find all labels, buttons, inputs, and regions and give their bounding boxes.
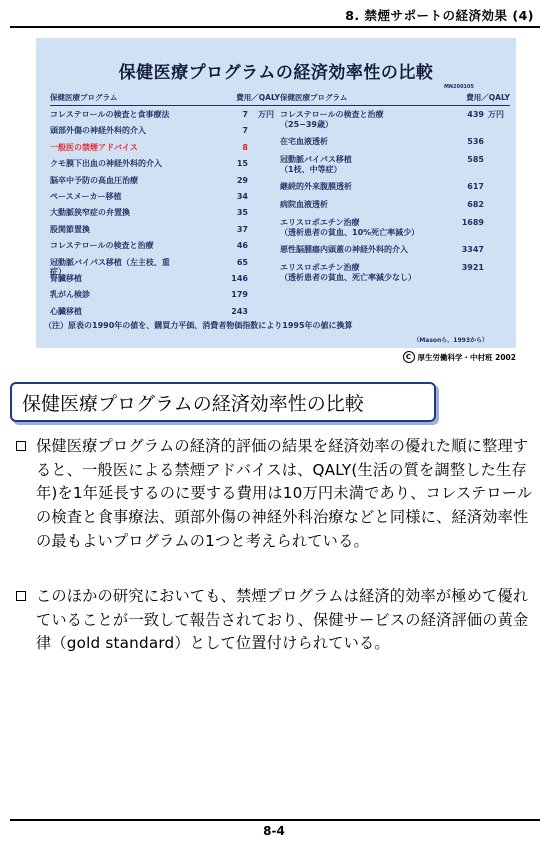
cost-value: 15 xyxy=(236,159,248,169)
cost-unit xyxy=(258,274,280,290)
slide-source: （Masonら、1993から） xyxy=(413,337,488,344)
program-name: 病院血液透析 xyxy=(280,200,328,209)
cost-value: 179 xyxy=(231,290,248,300)
cost-value: 536 xyxy=(467,137,484,146)
table-row xyxy=(50,257,280,277)
cost-value: 3347 xyxy=(461,245,484,254)
cost-value: 585 xyxy=(467,155,484,164)
cost-unit xyxy=(488,263,510,290)
cost-value: 682 xyxy=(467,200,484,209)
program-name: コレステロールの検査と食事療法 xyxy=(50,110,170,119)
copyright-icon: C xyxy=(403,351,415,363)
table-row xyxy=(50,274,280,290)
program-name: 継続的外来腹膜透析 xyxy=(280,182,352,191)
cost-unit xyxy=(258,176,280,192)
page-number: 8-4 xyxy=(263,824,285,838)
cost-value: 46 xyxy=(236,241,248,251)
table-row xyxy=(50,159,280,175)
program-name: ペースメーカー移植 xyxy=(50,191,122,201)
table-row xyxy=(50,241,280,257)
table-row xyxy=(280,263,510,290)
table-row xyxy=(50,110,280,126)
cost-value: 7 xyxy=(242,110,248,119)
cost-value: 8 xyxy=(242,142,248,152)
program-name: クモ膜下出血の神経外科的介入 xyxy=(50,159,162,169)
program-name: 在宅血液透析 xyxy=(280,137,328,146)
program-name: 冠動脈バイパス移植 （1枝、中等症） xyxy=(280,155,352,174)
right-table-header xyxy=(280,92,510,106)
cost-unit xyxy=(488,218,510,245)
table-row xyxy=(50,143,280,159)
cost-unit xyxy=(258,208,280,224)
cost-unit xyxy=(258,143,280,159)
cost-value: 146 xyxy=(231,273,248,283)
program-name: 冠動脈バイパス移植（左主枝、重症） xyxy=(50,257,170,277)
table-row xyxy=(280,182,510,200)
program-name: 心臓移植 xyxy=(50,306,82,316)
square-bullet-icon xyxy=(16,441,26,451)
right-table xyxy=(280,92,510,290)
cost-unit xyxy=(258,290,280,306)
table-row xyxy=(50,208,280,224)
cost-unit xyxy=(258,192,280,208)
cost-value: 34 xyxy=(236,191,248,201)
program-name: 悪性脳腫瘍内頭蓋の神経外科的介入 xyxy=(280,245,408,254)
cost-unit xyxy=(258,159,280,175)
program-name: 大動脈狭窄症の弁置換 xyxy=(50,208,130,218)
slide-figure xyxy=(36,38,516,348)
table-row xyxy=(50,192,280,208)
cost-unit xyxy=(258,258,280,274)
table-row xyxy=(50,225,280,241)
cost-value: 617 xyxy=(467,182,484,191)
cost-unit xyxy=(258,241,280,257)
table-row xyxy=(50,290,280,306)
table-row xyxy=(50,176,280,192)
cost-unit xyxy=(488,182,510,200)
footer-rule xyxy=(10,819,540,821)
cost-unit xyxy=(258,126,280,142)
cost-unit xyxy=(488,155,510,182)
table-row xyxy=(280,110,510,137)
right-header-program: 保健医療プログラム xyxy=(280,93,348,102)
left-header-cost: 費用／QALY xyxy=(236,93,280,102)
program-name: コレステロールの検査と治療 （25−39歳） xyxy=(280,110,384,129)
cost-value: 29 xyxy=(236,175,248,185)
slide-note: （注）原表の1990年の値を、購買力平価、消費者物価指数により1995年の値に換算 xyxy=(44,321,353,330)
cost-unit: 万円 xyxy=(258,110,274,119)
program-name: エリスロポエチン治療 （透析患者の貧血、10%死亡率減少） xyxy=(280,218,420,237)
program-name: コレステロールの検査と治療 xyxy=(50,241,154,251)
copyright-text: 厚生労働科学・中村班 2002 xyxy=(417,352,516,362)
cost-value: 7 xyxy=(242,126,248,136)
table-row xyxy=(280,218,510,245)
cost-value: 1689 xyxy=(461,218,484,227)
left-table-header xyxy=(50,92,280,106)
table-row xyxy=(280,155,510,182)
section-heading: 保健医療プログラムの経済効率性の比較 xyxy=(10,382,436,422)
program-name: エリスロポエチン治療 （透析患者の貧血、死亡率減少なし） xyxy=(280,263,416,282)
header-rule xyxy=(10,26,540,28)
table-row xyxy=(280,245,510,263)
table-row xyxy=(280,200,510,218)
bullet-item xyxy=(16,585,538,656)
slide-title: 保健医療プログラムの経済効率性の比較 xyxy=(118,63,434,83)
left-table xyxy=(50,92,280,323)
page-header-title: 8. 禁煙サポートの経済効果 (4) xyxy=(345,8,534,23)
program-name: 頭部外傷の神経外科的介入 xyxy=(50,126,146,136)
cost-value: 439 xyxy=(467,110,484,119)
square-bullet-icon xyxy=(16,591,26,601)
left-table-rows xyxy=(50,106,280,323)
program-name: 脳卒中予防の高血圧治療 xyxy=(50,175,138,185)
cost-value: 65 xyxy=(236,257,248,267)
slide-code: MN200105 xyxy=(443,84,474,90)
left-header-program: 保健医療プログラム xyxy=(50,93,118,102)
right-table-rows xyxy=(280,106,510,290)
cost-value: 37 xyxy=(236,224,248,234)
bullet-text: 保健医療プログラムの経済的評価の結果を経済効率の優れた順に整理すると、一般医による禁煙アドバイスは、QALY(生活の質を調整した生存年)を1年延長するのに要する費用は10万円未満であり、コレステロールの検査と食事療法、頭部外傷の神経外科治療などと同様に、経済効率性の最もよいプログラムの1つと考えられている。 xyxy=(36,437,533,550)
bullet-text: このほかの研究においても、禁煙プログラムは経済的効率が極めて優れていることが一致して報告されており、保健サービスの経済評価の黄金律（gold standard）として位置付けられている。 xyxy=(36,587,529,653)
cost-value: 3921 xyxy=(461,263,484,272)
cost-value: 35 xyxy=(236,208,248,218)
copyright-notice xyxy=(403,351,517,363)
program-name: 股関節置換 xyxy=(50,224,90,234)
cost-unit xyxy=(488,137,510,155)
table-row xyxy=(50,126,280,142)
cost-unit xyxy=(488,245,510,263)
cost-unit xyxy=(488,200,510,218)
program-name: 一般医の禁煙アドバイス xyxy=(50,142,138,152)
cost-unit xyxy=(258,225,280,241)
program-name: 腎臓移植 xyxy=(50,273,82,283)
bullet-item xyxy=(16,435,538,554)
program-name: 乳がん検診 xyxy=(50,290,90,300)
table-row xyxy=(280,137,510,155)
cost-unit: 万円 xyxy=(488,110,504,119)
cost-value: 243 xyxy=(231,306,248,316)
right-header-cost: 費用／QALY xyxy=(466,93,510,102)
